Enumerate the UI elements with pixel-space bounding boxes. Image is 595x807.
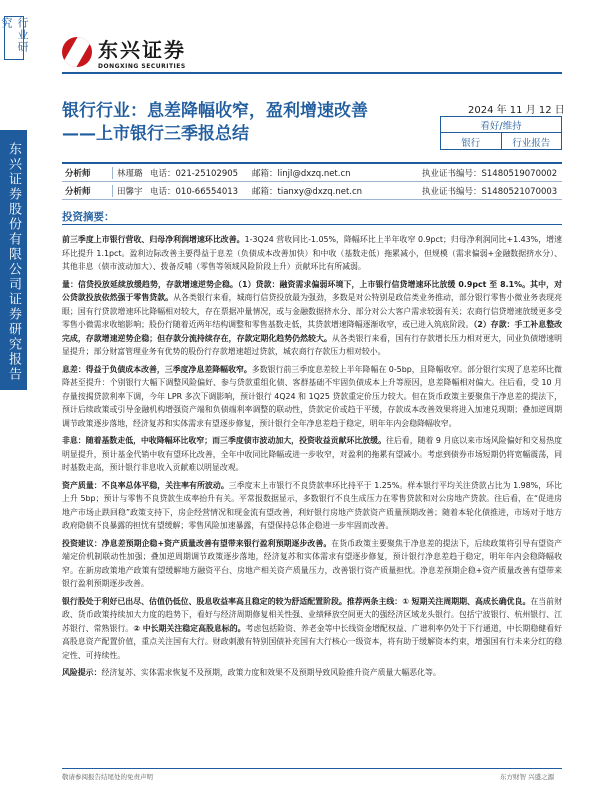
category-tag	[0, 16, 29, 60]
analyst-name: 林瑾璐	[112, 167, 150, 179]
category-label: 行业研究	[0, 17, 29, 53]
paragraph	[62, 537, 562, 591]
paragraph-lead: 前三季度上市银行营收、归母净利润增速环比改善。	[62, 235, 245, 244]
rating-box	[440, 116, 562, 150]
paragraph-text: 1-3Q24 营收同比-1.05%，降幅环比上半年收窄 0.9pct；归母净利润同比+1.43%，增速环比提升 1.1pct。盈利边际改善主要得益于息差（负债成本改善加快）和中收（基数走低）拖累减小，但规模（需求偏弱+金融数据挤水分）、其他非息（债市波动加大）、拨备反哺（零售等领域风险阶段上升）贡献环比有所减弱。	[62, 235, 562, 271]
disclaimer-note: 敬请参阅报告结尾处的免责声明	[62, 773, 153, 781]
analyst-label: 分析师	[65, 186, 91, 197]
paragraph-text: 在货币政策主要聚焦于净息差的提法下，后续政策将引导有望资产端定价机制联动性加强；叠加逆周期调节政策逐步落地，经济复苏和实体需求有望逐步修复，预计银行净息差趋于稳定，明年年内会稳降幅收窄。在新房政策地产政策有望缓解地方融资平台、房地产相关资产质量压力，改善银行资产质量担忧。净息差预期企稳+资产质量改善有望带来银行盈利预期逐步改善。	[62, 538, 562, 588]
footer-divider	[62, 768, 562, 769]
title-line-1: 银行行业：息差降幅收窄，盈利增速改善	[62, 101, 368, 121]
analyst-label: 分析师	[65, 168, 91, 179]
paragraph-lead: 非息：随着基数走低，中收降幅环比收窄；而三季度债市波动加大，投资收益贡献环比放缓。	[62, 436, 386, 445]
analyst-phone: 电话：021-25102905	[150, 168, 239, 179]
paragraph-text: 从各类银行来看，城商行信贷投放最为强劲，多数是对公特别是政信类业务推动，部分银行零售小微业务表现亮眼；国有行贷款增速环比降幅相对较大，存在票据冲量情况，或与金融数据挤水分、部分对公大客户需求较弱有关；农商行信贷增速放缓更多受零售小微需求收缩影响；股份行随着近两年结构调整和零售基数走低，其贷款增速降幅逐渐收窄，或已进入筑底阶段。	[62, 293, 562, 329]
paragraph-text: 往后看，随着 9 月底以来市场风险偏好和交易热度明显提升，预计基金代销中收有望环比改善，全年中收同比降幅或进一步收窄，对盈利的拖累有望减小。考虑到债券市场短期仍将宽幅震荡，同时基数走高，预计银行非息收入贡献难以明显改观。	[62, 436, 562, 472]
footer-slogan: 东方财智 兴盛之源	[500, 773, 555, 781]
company-label: 东兴证券股份有限公司证券研究报告	[6, 142, 21, 382]
analyst-license: 执业证书编号：S1480519070002	[422, 168, 558, 179]
paragraph-text-2: 从各类银行来看，国有行存款增长压力相对更大，同业负债增速明显提升；部分财富管理业务有优势的股份行存款增速超过贷款，城农商行存款压力相对较小。	[62, 333, 562, 356]
paragraph-text: 在当前财政、货币政策持续加大力度的趋势下，看好与经济周期修复相关性强、业绩释放空间更大的强经济区域龙头银行。包括宁波银行、杭州银行、江苏银行、常熟银行。	[62, 596, 562, 633]
paragraph-lead: 投资建议：净息差预期企稳+资产质量改善有望带来银行盈利预期逐步改善。	[62, 538, 332, 548]
paragraph	[62, 363, 562, 431]
rating-label: 看好/维持	[441, 117, 561, 133]
report-date: 2024 年 11 月 12 日	[468, 105, 565, 116]
paragraph-text-2: 考虑包括险资、养老金等中长线资金增配权益、广谱利率仍处于下行通道，中长期稳健看好高股息资产配置价值，重点关注国有大行。财政刺激有特别国债补充国有大行核心一级资本，将有助于缓解资本约束，增强国有行未来分红的稳定性、可持续性。	[62, 623, 562, 660]
analyst-license: 执业证书编号：S1480521070003	[422, 186, 558, 197]
paragraph	[62, 595, 562, 663]
paragraph-lead: 银行股处于利好已出尽、估值仍低位、股息收益率高且稳定的较为舒适配置阶段。推荐两条主线：① 短期关注周期期、高成长确优良。	[62, 596, 531, 606]
sidebar	[0, 0, 27, 807]
paragraph	[62, 434, 562, 475]
report-type-label: 行业报告	[512, 137, 551, 149]
paragraph-lead: 风险提示：	[62, 668, 102, 677]
logo-en-text: DONGXING SECURITIES	[98, 63, 186, 70]
section-divider	[62, 224, 562, 225]
analyst-email[interactable]: 邮箱：tianxy@dxzq.net.cn	[252, 186, 363, 197]
analyst-row	[62, 164, 562, 182]
paragraph-lead: 息差：得益于负债成本改善，三季度净息差降幅收窄。	[62, 364, 252, 374]
industry-label: 银行	[441, 133, 502, 150]
report-title	[62, 100, 368, 146]
paragraph	[62, 479, 562, 533]
paragraph	[62, 233, 562, 274]
analyst-row	[62, 182, 562, 200]
paragraph-text: 三季度末上市银行不良贷款率环比持平于 1.25%。样本银行平均关注贷款占比为 1.98%，环比上升 5bp；预计与零售不良贷款生成率抬升有关。平常报数据显示，多数银行不良生成压力在零售贷款和对公房地产贷款。往后看，在“促进房地产市场止跌回稳”政策支持下，房企经营情况和现金流有望改善，利好银行房地产贷款资产质量预期改善；随着本轮化债推进，市场对于地方政府隐债不良暴露的担忧有望缓解；零售风险加速暴露，有望保持总体企稳进一步牢固而改善。	[62, 480, 562, 530]
paragraph	[62, 666, 562, 680]
analyst-email[interactable]: 邮箱：linjl@dxzq.net.cn	[252, 168, 351, 179]
header-divider	[62, 72, 562, 74]
paragraph-text: 多数银行前三季度息差较上半年降幅在 0-5bp，且降幅收窄。部分银行实现了息差环比微降甚至提升：个别银行大幅下调整风险偏好、参与贷款重组化债、客群基础不牢固负债成本上升等原因，息差降幅相对偏大。往后看，受 10 月存量按揭贷款利率下调，今年 LPR 多次下调影响，预计银行 4Q24 和 1Q25 贷款重定价压力较大。但在货币政策主要聚焦于净息差的提法下，预计后续政策或引导金融机构增强资产端和负债端利率调整的联动性，贷款定价或趋于平缓，存款成本改善效果将进入加速兑现期；叠加逆周期调节政策逐步落地，经济复苏和实体需求有望逐步修复，预计银行全年净息差趋于稳定，明年年内会稳降幅收窄。	[62, 364, 562, 428]
paragraph-lead: 量：信贷投放延续放缓趋势，存款增速逆势企稳。（1）贷款：融资需求偏弱环境下，上市银行信贷增速环比放缓 0.9pct 至 8.1%。其中，对公贷款投放依然强于零售贷款。	[62, 279, 562, 302]
title-line-2: ——上市银行三季报总结	[62, 124, 249, 144]
summary-body	[62, 233, 562, 684]
company-banner	[0, 130, 27, 390]
logo-icon	[62, 37, 92, 67]
company-logo	[62, 34, 186, 70]
analyst-name: 田馨宇	[112, 185, 150, 197]
paragraph	[62, 278, 562, 359]
paragraph-lead-2: （2）存款：手工补息整改完成，存款增速逆势企稳；但存款分流持续存在，存款定期化趋势仍然较大。	[62, 320, 562, 343]
paragraph-text: 经济复苏、实体需求恢复不及预期，政策力度和效果不及预期导致风险推升资产质量大幅恶化等。	[101, 668, 441, 677]
analyst-phone: 电话：010-66554013	[150, 186, 239, 197]
paragraph-lead-2: ② 中长期关注稳定高股息标的。	[133, 623, 246, 633]
paragraph-lead: 资产质量：不良率总体平稳，关注率有所波动。	[62, 480, 229, 490]
section-title: 投资摘要：	[62, 211, 115, 223]
logo-cn-text: 东兴证券	[98, 38, 186, 62]
